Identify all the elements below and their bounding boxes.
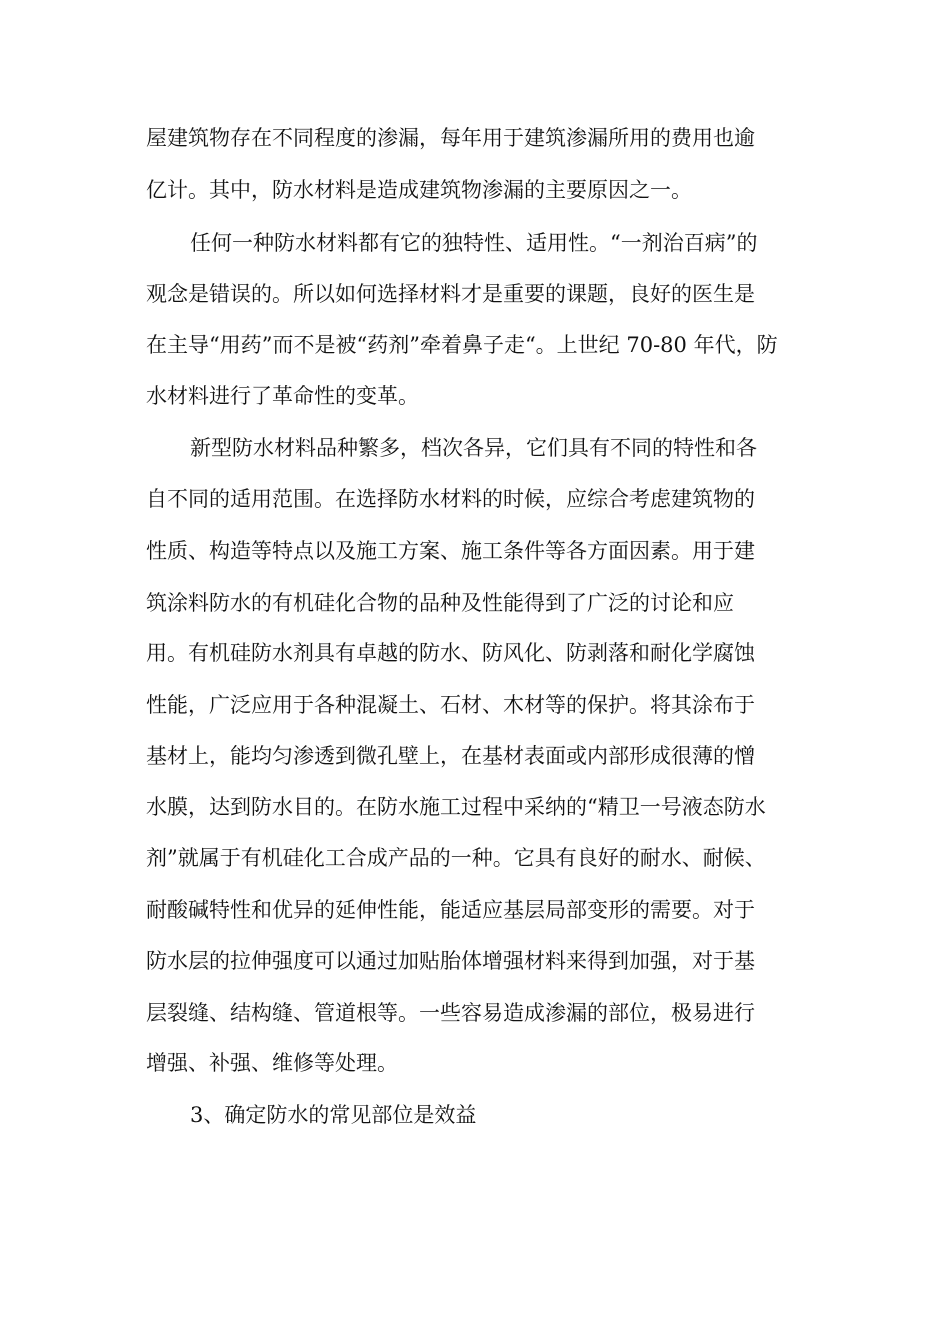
paragraph-line: 水材料进行了革命性的变革。 <box>146 384 419 408</box>
paragraph-line: 筑涂料防水的有机硅化合物的品种及性能得到了广泛的讨论和应 <box>146 591 734 615</box>
paragraph-line: 基材上，能均匀渗透到微孔壁上，在基材表面或内部形成很薄的憎 <box>146 744 755 768</box>
paragraph-line: 新型防水材料品种繁多，档次各异，它们具有不同的特性和各 <box>190 436 757 460</box>
paragraph-line: 屋建筑物存在不同程度的渗漏，每年用于建筑渗漏所用的费用也逾 <box>146 126 755 150</box>
paragraph-line: 增强、补强、维修等处理。 <box>146 1051 398 1075</box>
paragraph-line: 性能，广泛应用于各种混凝土、石材、木材等的保护。将其涂布于 <box>146 693 755 717</box>
paragraph-line: 剂”就属于有机硅化工合成产品的一种。它具有良好的耐水、耐候、 <box>146 846 766 870</box>
paragraph-line: 用。有机硅防水剂具有卓越的防水、防风化、防剥落和耐化学腐蚀 <box>146 641 755 665</box>
paragraph-line: 性质、构造等特点以及施工方案、施工条件等各方面因素。用于建 <box>146 539 755 563</box>
paragraph-line: 防水层的拉伸强度可以通过加贴胎体增强材料来得到加强，对于基 <box>146 949 755 973</box>
paragraph-line: 在主导“用药”而不是被“药剂”牵着鼻子走“。上世纪 70-80 年代，防 <box>146 333 778 357</box>
paragraph-line: 耐酸碱特性和优异的延伸性能，能适应基层局部变形的需要。对于 <box>146 898 755 922</box>
paragraph-line: 水膜，达到防水目的。在防水施工过程中采纳的“精卫一号液态防水 <box>146 795 766 819</box>
paragraph-line: 层裂缝、结构缝、管道根等。一些容易造成渗漏的部位，极易进行 <box>146 1001 755 1025</box>
paragraph-line: 观念是错误的。所以如何选择材料才是重要的课题，良好的医生是 <box>146 282 755 306</box>
section-heading: 3、确定防水的常见部位是效益 <box>190 1103 477 1127</box>
paragraph-line: 任何一种防水材料都有它的独特性、适用性。“一剂治百病”的 <box>190 231 758 255</box>
paragraph-line: 自不同的适用范围。在选择防水材料的时候，应综合考虑建筑物的 <box>146 487 755 511</box>
paragraph-line: 亿计。其中，防水材料是造成建筑物渗漏的主要原因之一。 <box>146 178 692 202</box>
